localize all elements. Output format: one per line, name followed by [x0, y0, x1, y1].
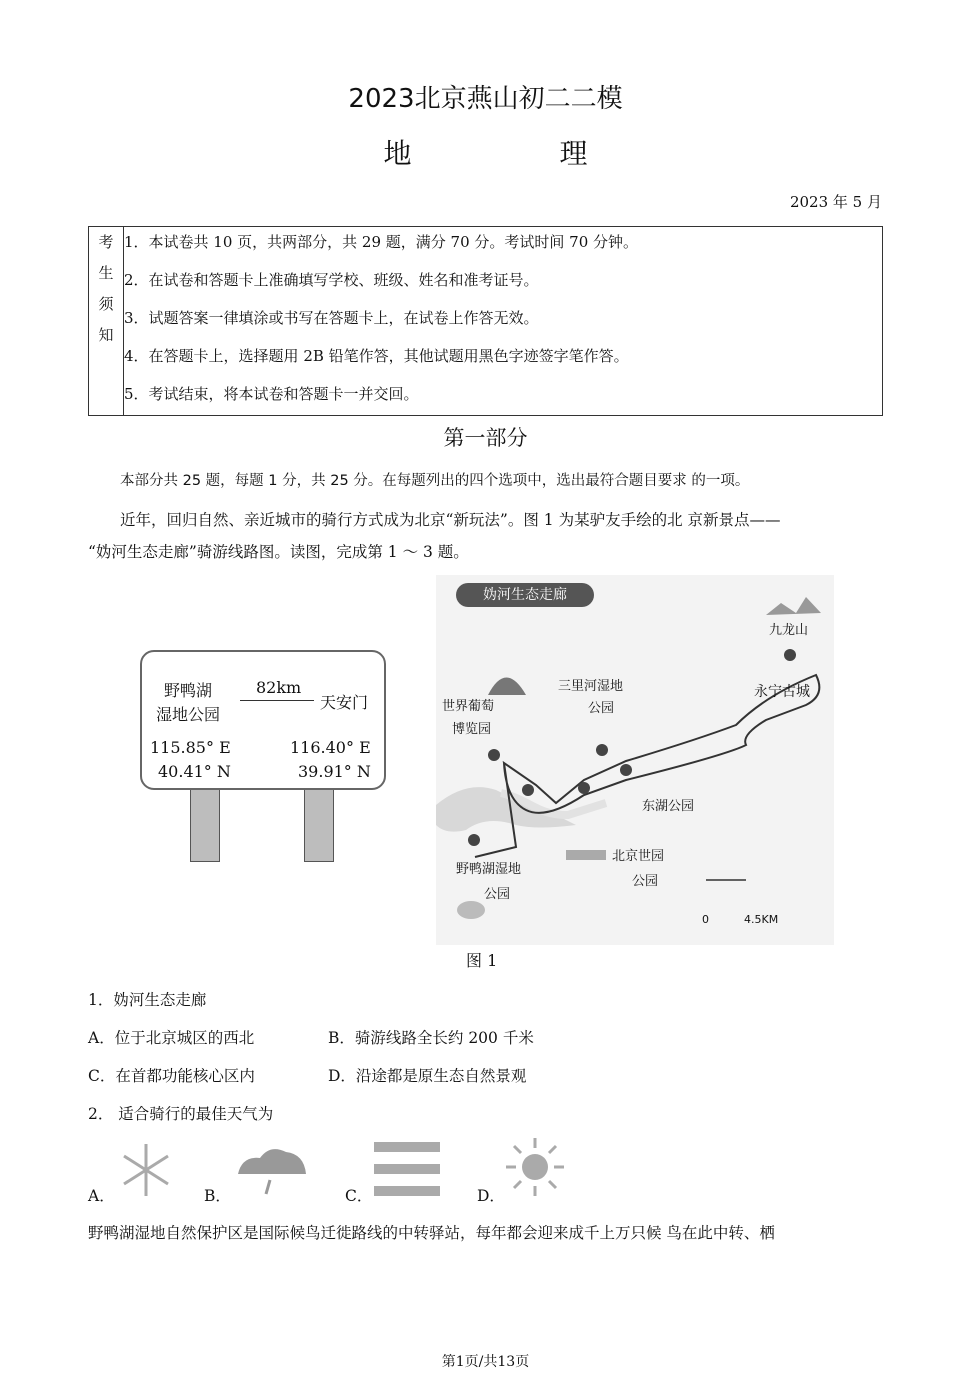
sign-left-name: 野鸭湖: [164, 681, 213, 700]
option-b: B．: [204, 1187, 231, 1205]
sign-coord: 115.85° E: [150, 738, 231, 757]
mountain-icon: [766, 597, 821, 615]
subject-title: 地 理: [383, 137, 648, 170]
bike-route: [475, 675, 819, 857]
option-c: C．: [345, 1187, 373, 1205]
sunny-icon: [504, 1136, 566, 1198]
duck-icon: [457, 901, 485, 919]
sign-leg: [304, 786, 334, 862]
notice-item: 2．在试卷和答题卡上准确填写学校、班级、姓名和准考证号。: [124, 271, 539, 289]
paragraph: 野鸭湖湿地自然保护区是国际候鸟迁徙路线的中转驿站，每年都会迎来成千上万只候 鸟在此中转、栖: [88, 1224, 775, 1242]
expo-icon: [566, 850, 606, 860]
side-char: 知: [98, 326, 114, 344]
option-b: B．骑游线路全长约 200 千米: [328, 1029, 534, 1047]
map-label: 世界葡萄: [442, 699, 495, 714]
snow-icon: [116, 1140, 176, 1200]
grape-icon: [488, 678, 526, 696]
map-label: 九龙山: [769, 623, 809, 638]
notice-item: 3．试题答案一律填涂或书写在答题卡上，在试卷上作答无效。: [124, 309, 539, 327]
sign-board: [140, 650, 386, 790]
map-label: 永宁古城: [754, 684, 810, 700]
notice-item: 4．在答题卡上，选择题用 2B 铅笔作答，其他试题用黑色字迹签字笔作答。: [124, 347, 629, 365]
question-stem: 1．妫河生态走廊: [88, 991, 207, 1009]
option-d: D．: [477, 1187, 505, 1205]
map-label: 公园: [484, 887, 511, 902]
scale-label: 4.5KM: [744, 913, 779, 926]
map-title: 妫河生态走廊: [456, 583, 594, 607]
exam-date: 2023 年 5 月: [789, 193, 882, 211]
scale-zero: 0: [702, 913, 709, 926]
sign-coord: 40.41° N: [158, 762, 231, 781]
figure-caption: 图 1: [466, 951, 498, 970]
option-a: A．: [88, 1187, 115, 1205]
map-label: 北京世园: [612, 849, 665, 864]
paragraph: “妫河生态走廊”骑游线路图。读图，完成第 1 ～ 3 题。: [88, 543, 469, 561]
exam-title: 2023北京燕山初二二模: [348, 84, 623, 114]
option-a: A．位于北京城区的西北: [88, 1029, 255, 1047]
notice-side-label: [89, 227, 124, 415]
paragraph: 近年，回归自然、亲近城市的骑行方式成为北京“新玩法”。图 1 为某驴友手绘的北 京新景点——: [120, 511, 781, 529]
side-char: 须: [98, 295, 114, 313]
map-label: 公园: [632, 874, 659, 889]
sign-coord: 116.40° E: [290, 738, 371, 757]
map-label: 公园: [588, 701, 615, 716]
map-label: 野鸭湖湿地: [456, 862, 522, 877]
question-stem: 2． 适合骑行的最佳天气为: [88, 1105, 274, 1123]
map-label: 三里河湿地: [558, 679, 624, 694]
notice-item: 5．考试结束，将本试卷和答题卡一并交回。: [124, 385, 419, 403]
option-c: C．在首都功能核心区内: [88, 1067, 255, 1085]
side-char: 生: [98, 264, 114, 282]
sign-leg: [190, 786, 220, 862]
section-title: 第一部分: [443, 426, 528, 450]
map-label: 东湖公园: [642, 799, 695, 814]
sign-left-name: 湿地公园: [156, 705, 221, 724]
sign-line: [240, 700, 314, 701]
fog-icon: [372, 1140, 442, 1200]
section-intro: 本部分共 25 题，每题 1 分，共 25 分。在每题列出的四个选项中，选出最符合题目要求 的一项。: [120, 473, 750, 489]
sign-right-name: 天安门: [320, 693, 369, 712]
sign-coord: 39.91° N: [298, 762, 371, 781]
notice-item: 1．本试卷共 10 页，共两部分，共 29 题，满分 70 分。考试时间 70 分钟。: [124, 233, 639, 251]
rain-icon: [234, 1144, 310, 1200]
side-char: 考: [98, 233, 114, 251]
page-footer: 第1页/共13页: [441, 1354, 530, 1370]
option-d: D．沿途都是原生态自然景观: [328, 1067, 527, 1085]
map-label: 博览园: [452, 722, 492, 737]
sign-distance: 82km: [256, 678, 302, 697]
signpost-figure: [140, 650, 390, 862]
route-map: [436, 575, 834, 945]
notice-box: [88, 226, 883, 416]
